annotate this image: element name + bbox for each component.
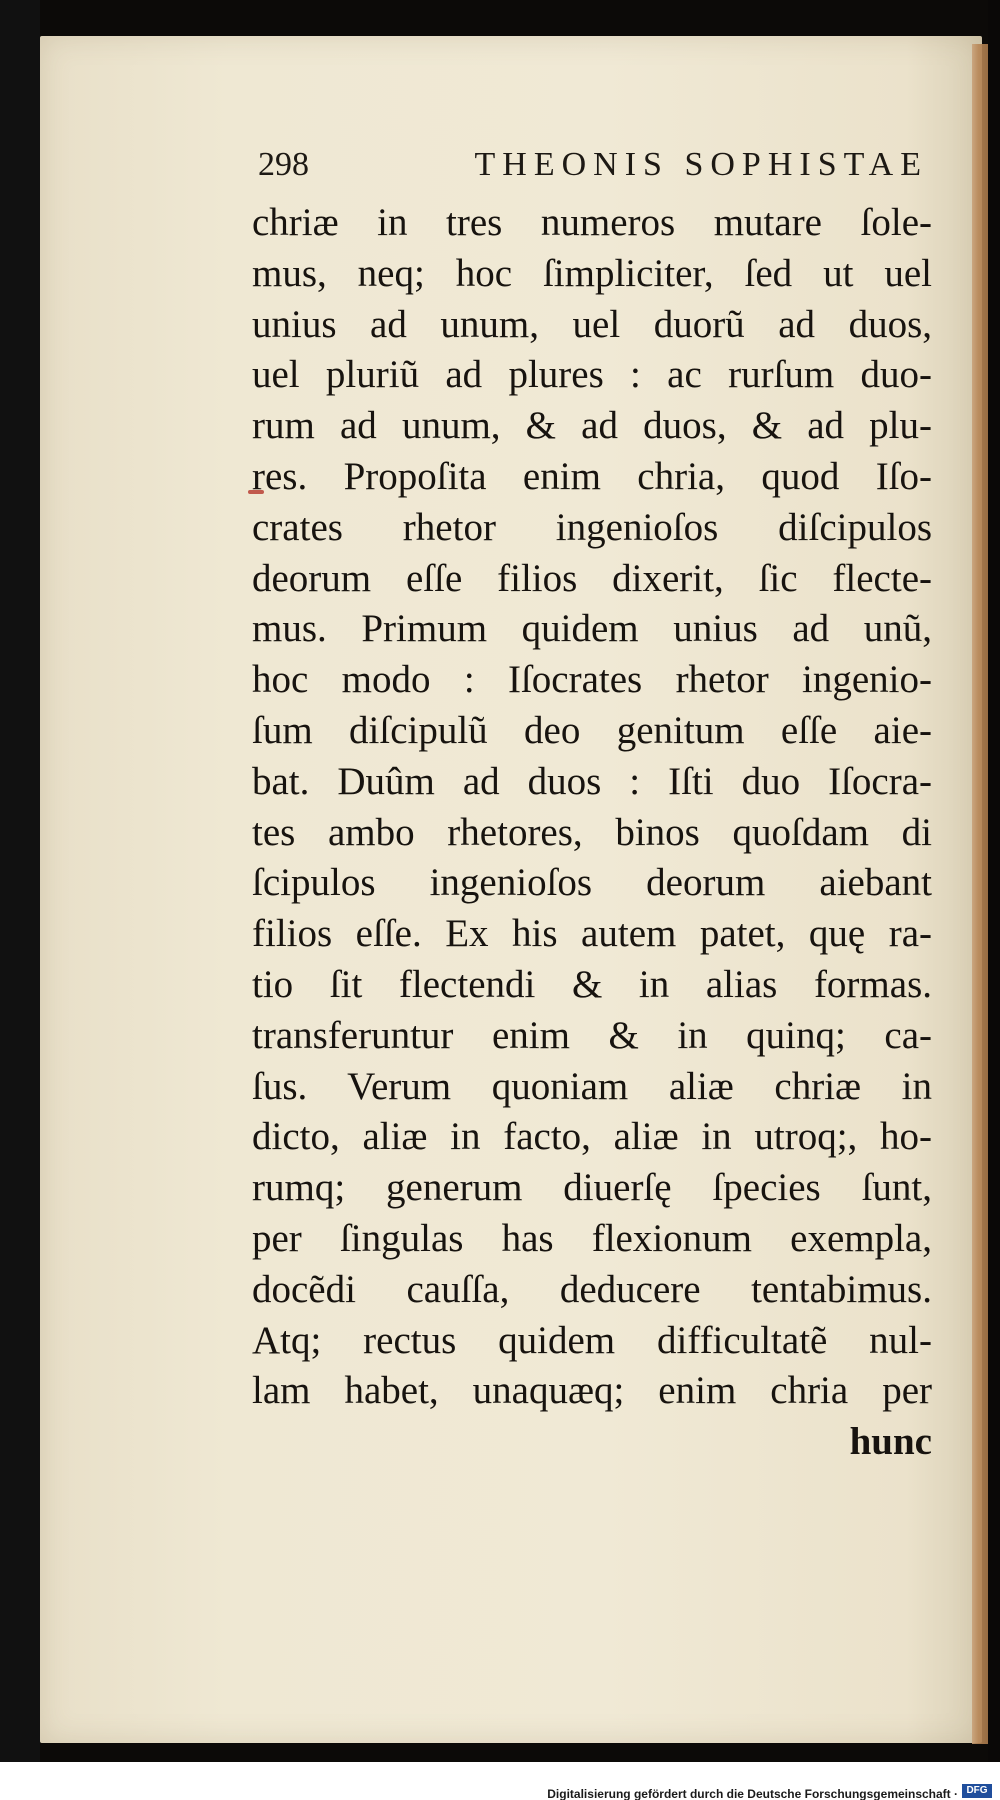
text-line: transferuntur enim & in quinq; ca- (252, 1013, 932, 1057)
text-line: ſcipulos ingenioſos deorum aiebant (252, 861, 932, 905)
text-line: tes ambo rhetores, binos quoſdam di (252, 810, 932, 854)
text-line: res. Propoſita enim chria, quod Iſo- (252, 454, 932, 498)
left-shadow-edge (0, 0, 40, 1762)
dfg-logo: DFG (962, 1784, 992, 1798)
text-line: tio ſit flectendi & in alias formas. (252, 962, 932, 1006)
running-title: THEONIS SOPHISTAE (474, 146, 928, 183)
text-line: mus. Primum quidem unius ad unũ, (252, 607, 932, 651)
running-head (258, 146, 928, 184)
text-line: bat. Duûm ad duos : Iſti duo Iſocra- (252, 759, 932, 803)
text-line: ſus. Verum quoniam aliæ chriæ in (252, 1064, 932, 1108)
text-line: hoc modo : Iſocrates rhetor ingenio- (252, 658, 932, 702)
digitization-credit: Digitalisierung gefördert durch die Deutsche Forschungsgemeinschaft · (547, 1787, 958, 1800)
text-line: uel pluriũ ad plures : ac rurſum duo- (252, 353, 932, 397)
text-line: rum ad unum, & ad duos, & ad plu- (252, 404, 932, 448)
text-line: docẽdi cauſſa, deducere tentabimus. (252, 1267, 932, 1311)
text-line: lam habet, unaquæq; enim chria per (252, 1369, 932, 1413)
text-line: mus, neq; hoc ſimpliciter, ſed ut uel (252, 251, 932, 295)
text-line: dicto, aliæ in facto, aliæ in utroq;, ho- (252, 1115, 932, 1159)
page-edge-right (972, 44, 988, 1744)
text-line: per ſingulas has flexionum exempla, (252, 1216, 932, 1260)
page-number: 298 (258, 146, 309, 183)
text-line: filios eſſe. Ex his autem patet, quę ra- (252, 912, 932, 956)
body-text (252, 198, 932, 1468)
text-line: ſum diſcipulũ deo genitum eſſe aie- (252, 708, 932, 752)
catchword-line (252, 1417, 932, 1468)
text-line: crates rhetor ingenioſos diſcipulos (252, 505, 932, 549)
text-line: chriæ in tres numeros mutare ſole- (252, 201, 932, 244)
text-line: unius ad unum, uel duorũ ad duos, (252, 302, 932, 346)
catchword: hunc (849, 1420, 932, 1464)
text-line: deorum eſſe filios dixerit, ſic flecte- (252, 556, 932, 600)
right-black-border (988, 0, 1000, 1762)
text-line: Atq; rectus quidem difficultatẽ nul- (252, 1318, 932, 1362)
text-line: rumq; generum diuerſę ſpecies ſunt, (252, 1166, 932, 1210)
